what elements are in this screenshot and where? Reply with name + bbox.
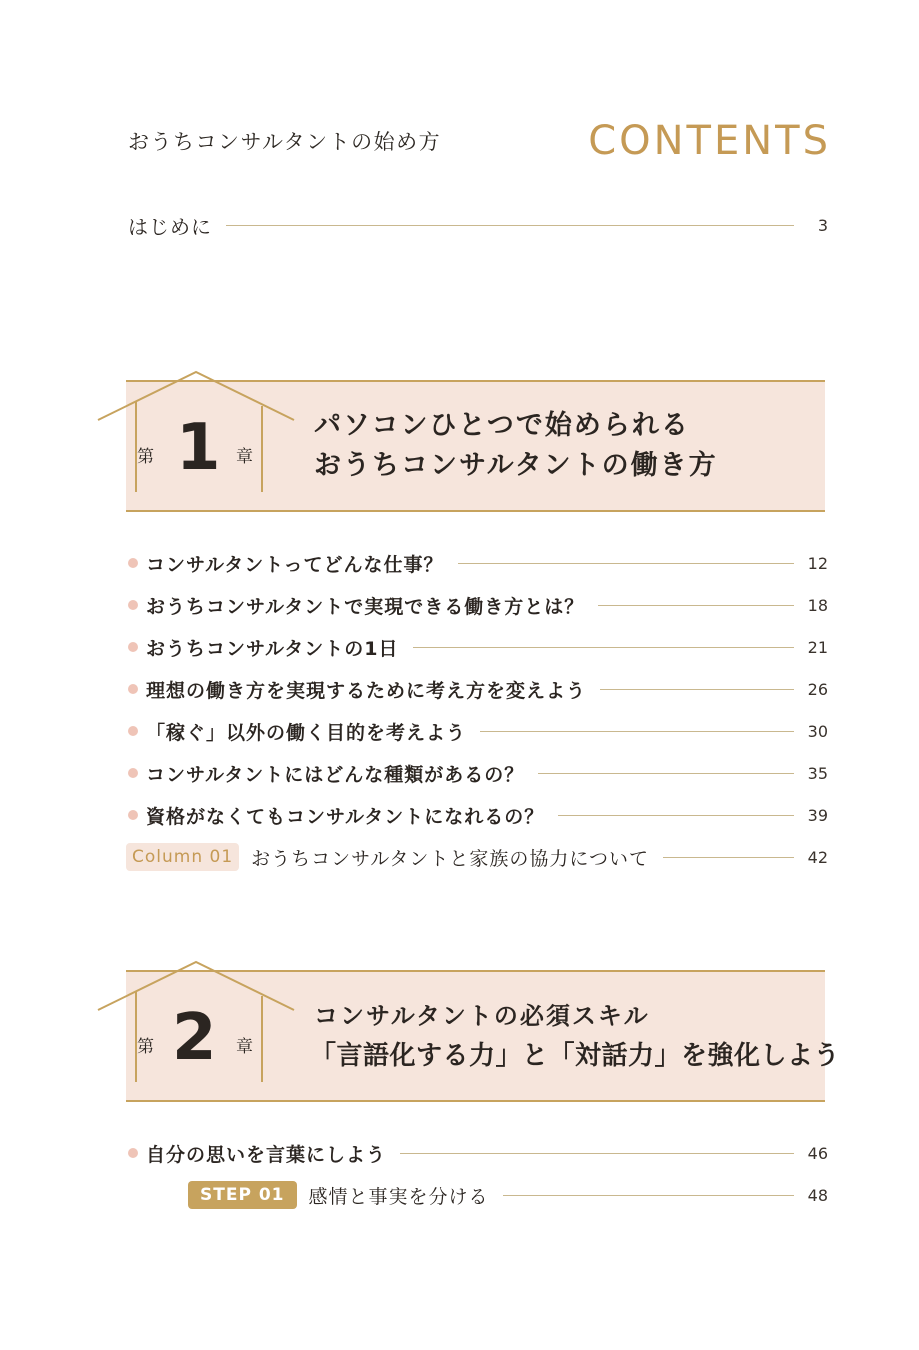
contents-title: CONTENTS	[588, 118, 831, 164]
toc-entry-label: おうちコンサルタントと家族の協力について	[251, 847, 650, 870]
bullet-dot	[128, 558, 138, 568]
chapter-kanji-sho: 章	[236, 447, 253, 467]
leader-line	[480, 731, 794, 732]
chapter-number: 2	[172, 1001, 217, 1075]
leader-line	[400, 1153, 794, 1154]
toc-entry-label: コンサルタントにはどんな種類があるの？	[146, 763, 525, 786]
chapter-number: 1	[176, 411, 221, 485]
leader-line	[663, 857, 794, 858]
bullet-dot	[128, 684, 138, 694]
toc-entry[interactable]	[128, 548, 828, 578]
bullet-dot	[128, 810, 138, 820]
toc-entry-label: コンサルタントってどんな仕事？	[146, 553, 444, 576]
leader-line	[538, 773, 793, 774]
toc-entry[interactable]	[128, 758, 828, 788]
toc-entry-column[interactable]	[126, 842, 828, 872]
book-subtitle: おうちコンサルタントの始め方	[128, 130, 442, 154]
chapter-title-line1: パソコンひとつで始められる	[314, 410, 690, 441]
toc-entry[interactable]	[128, 632, 828, 662]
toc-entry[interactable]	[128, 590, 828, 620]
leader-line	[503, 1195, 794, 1196]
bullet-dot	[128, 642, 138, 652]
bullet-dot	[128, 1148, 138, 1158]
leader-line	[598, 605, 793, 606]
toc-entry[interactable]	[128, 716, 828, 746]
chapter-title-line1: コンサルタントの必須スキル	[314, 1002, 650, 1030]
page-number: 46	[807, 1143, 828, 1163]
toc-entry-intro[interactable]	[128, 210, 828, 240]
toc-entry[interactable]	[128, 674, 828, 704]
toc-entry-label: おうちコンサルタントの1日	[146, 637, 399, 660]
toc-entry-label: 資格がなくてもコンサルタントになれるの？	[146, 805, 545, 828]
page-number: 35	[807, 763, 828, 783]
page-number: 48	[807, 1185, 828, 1205]
page-number: 12	[807, 553, 828, 573]
bullet-dot	[128, 768, 138, 778]
step-badge: STEP 01	[188, 1181, 297, 1209]
chapter-kanji-dai: 第	[137, 447, 154, 467]
page-number: 42	[807, 847, 828, 867]
leader-line	[558, 815, 793, 816]
chapter-title-line2: 「言語化する力」と「対話力」を強化しよう	[310, 1041, 841, 1071]
page-number: 3	[817, 215, 828, 235]
toc-entry-label: 自分の思いを言葉にしよう	[146, 1143, 387, 1166]
page-number: 39	[807, 805, 828, 825]
bullet-dot	[128, 726, 138, 736]
leader-line	[600, 689, 794, 690]
toc-entry-label: 「稼ぐ」以外の働く目的を考えよう	[146, 721, 467, 744]
bullet-dot	[128, 600, 138, 610]
toc-entry-label: おうちコンサルタントで実現できる働き方とは？	[146, 595, 585, 618]
page-number: 30	[807, 721, 828, 741]
toc-entry-label: 感情と事実を分ける	[308, 1185, 489, 1208]
page-number: 21	[807, 637, 828, 657]
toc-entry-label: はじめに	[128, 214, 212, 239]
toc-entry[interactable]	[128, 800, 828, 830]
chapter-kanji-sho: 章	[236, 1037, 253, 1057]
toc-entry-step[interactable]	[188, 1180, 828, 1210]
page-number: 26	[807, 679, 828, 699]
leader-line	[413, 647, 794, 648]
leader-line	[458, 563, 794, 564]
toc-entry[interactable]	[128, 1138, 828, 1168]
chapter-kanji-dai: 第	[137, 1037, 154, 1057]
chapter-title-line2: おうちコンサルタントの働き方	[314, 450, 718, 481]
leader-line	[226, 225, 794, 226]
column-badge: Column 01	[126, 843, 239, 871]
toc-entry-label: 理想の働き方を実現するために考え方を変えよう	[146, 679, 587, 702]
page-number: 18	[807, 595, 828, 615]
